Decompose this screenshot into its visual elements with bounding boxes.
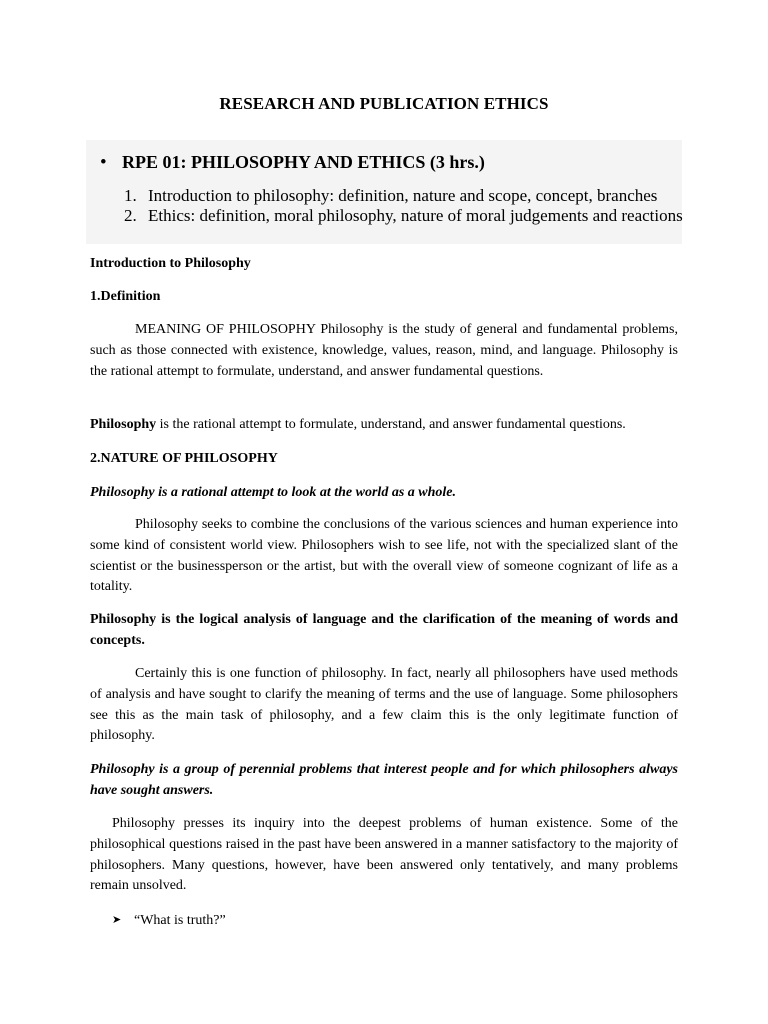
question-list-item (112, 910, 226, 931)
document-title: RESEARCH AND PUBLICATION ETHICS (219, 94, 549, 113)
syllabus-heading: RPE 01: PHILOSOPHY AND ETHICS (3 hrs.) (122, 152, 485, 172)
syllabus-item-number: 1. (124, 186, 137, 205)
subheading-perennial: Philosophy is a group of perennial problems that interest people and for which philosophers always have sought answers. (90, 762, 678, 798)
syllabus-item-number: 2. (124, 206, 137, 225)
syllabus-item (124, 186, 657, 206)
rational-paragraph: Philosophy seeks to combine the conclusions of the various sciences and human experience into some kind of consistent world view. Philosophers wish to see life, not with the specialized slant of the scientist or the businessperson or the artist, but with the overall view of someone cognizant of life as a totality. (90, 517, 678, 595)
syllabus-item-text: Introduction to philosophy: definition, nature and scope, concept, branches (148, 186, 658, 205)
syllabus-excerpt (86, 140, 682, 244)
philosophy-definition-text: is the rational attempt to formulate, understand, and answer fundamental questions. (156, 417, 626, 432)
bullet-icon: • (100, 152, 107, 173)
subheading-rational: Philosophy is a rational attempt to look at the world as a whole. (90, 485, 456, 500)
philosophy-term: Philosophy (90, 417, 157, 432)
arrow-bullet-icon: ➤ (112, 914, 122, 926)
perennial-paragraph: Philosophy presses its inquiry into the deepest problems of human existence. Some of the philosophical questions raised in the past have been answered in a manner satisfactory to the majority of philosophers. Many questions, however, have been answered only tentatively, and many problems remain unsolved. (90, 816, 678, 894)
section-heading-nature: 2.NATURE OF PHILOSOPHY (90, 451, 278, 466)
subheading-logical: Philosophy is the logical analysis of language and the clarification of the meaning of words and concepts. (90, 612, 678, 648)
section-heading-definition: 1.Definition (90, 289, 161, 304)
syllabus-item-text: Ethics: definition, moral philosophy, nature of moral judgements and reactions (148, 206, 683, 225)
syllabus-item (124, 206, 683, 226)
philosophy-definition-paragraph (90, 415, 678, 436)
question-text: “What is truth?” (134, 913, 226, 928)
section-heading-intro: Introduction to Philosophy (90, 256, 251, 271)
logical-paragraph: Certainly this is one function of philosophy. In fact, nearly all philosophers have used methods of analysis and have sought to clarify the meaning of terms and the use of language. Some philosophers see this as the main task of philosophy, and a few claim this is the only legitimate function of philosophy. (90, 666, 678, 744)
meaning-paragraph: MEANING OF PHILOSOPHY Philosophy is the study of general and fundamental problems, such as those connected with existence, knowledge, values, reason, mind, and language. Philosophy is the rational attempt to formulate, understand, and answer fundamental questions. (90, 322, 678, 379)
